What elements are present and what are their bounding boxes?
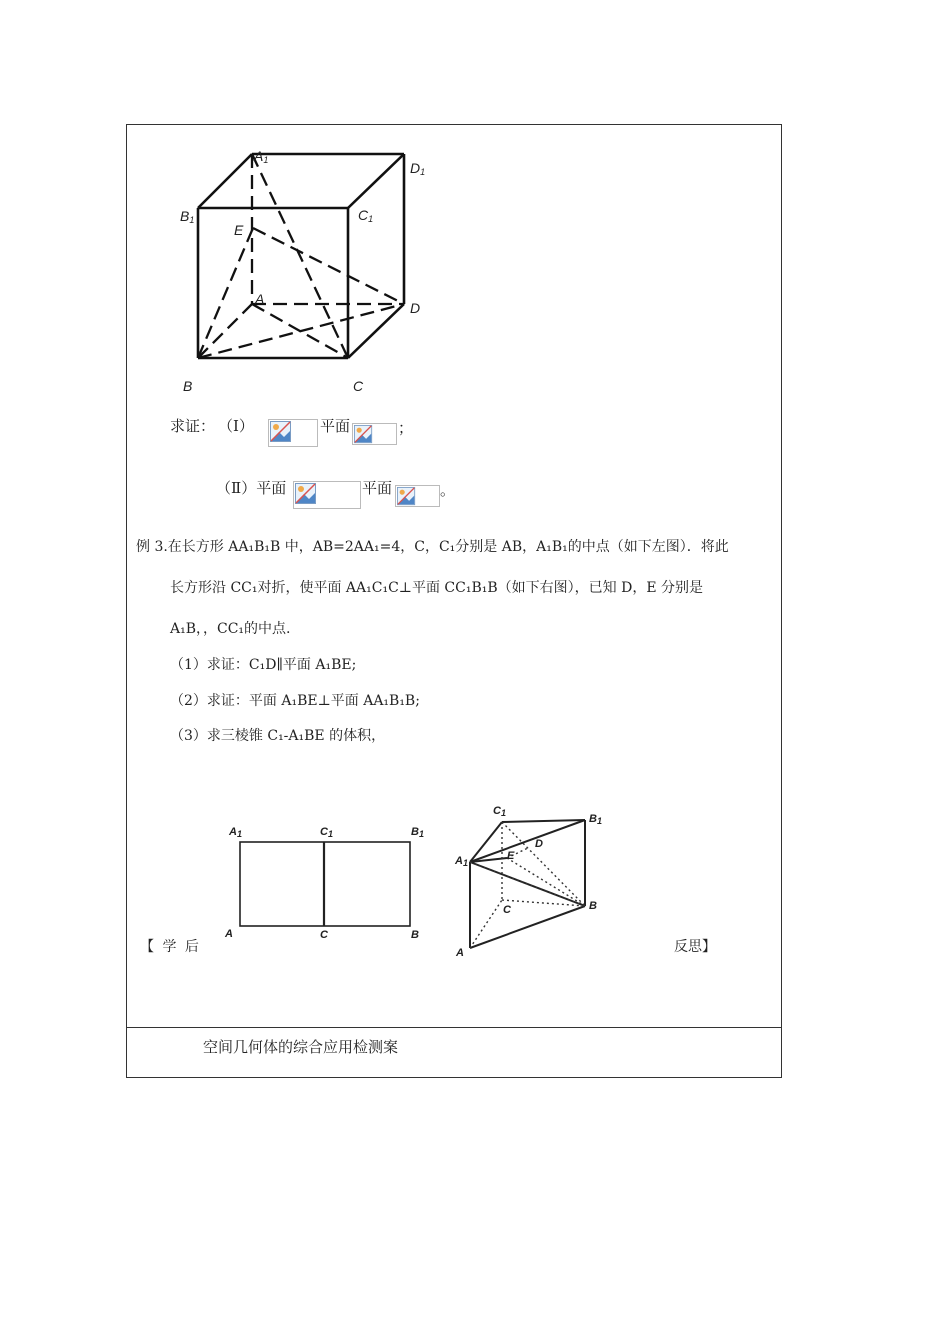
proof-part2-end: 。 [440,481,456,499]
prism-label-b1: $B_1$ [589,813,602,826]
rect-label-a: A [225,928,233,940]
example3-question1: （1）求证：C₁D∥平面 A₁BE; [170,657,357,673]
section-divider [126,1027,782,1028]
reflection-heading-left: 【 学 后 [140,939,201,955]
cube-label-b1: $B_1$ [180,208,195,225]
prism-label-d: D [535,838,543,850]
reflection-heading-right: 反思】 [674,939,716,955]
cube-label-d: D [410,300,421,316]
prism-label-c: C [503,904,511,916]
proof-part1-num: （Ⅰ） [218,417,254,435]
rect-label-b: B [411,929,419,941]
cube-label-b: B [183,378,193,394]
rect-label-c: C [320,929,328,941]
proof-part1-mid: 平面 [320,417,351,435]
prism-label-b: B [589,900,597,912]
prism-label-a: A [456,947,464,959]
cube-label-e: E [234,222,244,238]
cube-label-d1: $D_1$ [410,160,426,177]
prism-label-e: E [507,850,515,862]
rect-label-a1: $A_1$ [229,826,242,839]
proof-part2-mid: 平面 [362,479,393,497]
prism-label-a1: $A_1$ [455,855,468,868]
example3-line1: 例 3.在长方形 AA₁B₁B 中，AB=2AA₁=4，C，C₁分别是 AB，A₁B₁的中点（如下左图）．将此 [136,539,729,555]
example3-line3: A₁B，，CC₁的中点. [170,621,291,637]
cube-label-a1: $A_1$ [254,148,269,165]
cube-label-c: C [353,378,364,394]
example3-line2: 长方形沿 CC₁对折，使平面 AA₁C₁C⊥平面 CC₁B₁B（如下右图），已知 D，E 分别是 [170,580,703,596]
cube-label-a: A [255,291,265,307]
section-title: 空间几何体的综合应用检测案 [203,1038,399,1056]
proof-part2-num: （Ⅱ）平面 [216,479,287,497]
prism-label-c1: $C_1$ [493,805,506,818]
rect-label-c1: $C_1$ [320,826,333,839]
proof-part1-end: ； [398,419,414,437]
example3-question3: （3）求三棱锥 C₁-A₁BE 的体积， [170,728,386,744]
example3-question2: （2）求证：平面 A₁BE⊥平面 AA₁B₁B; [170,693,420,709]
proof-prefix: 求证： [170,417,216,435]
rect-label-b1: $B_1$ [411,826,424,839]
cube-label-c1: $C_1$ [358,207,374,224]
